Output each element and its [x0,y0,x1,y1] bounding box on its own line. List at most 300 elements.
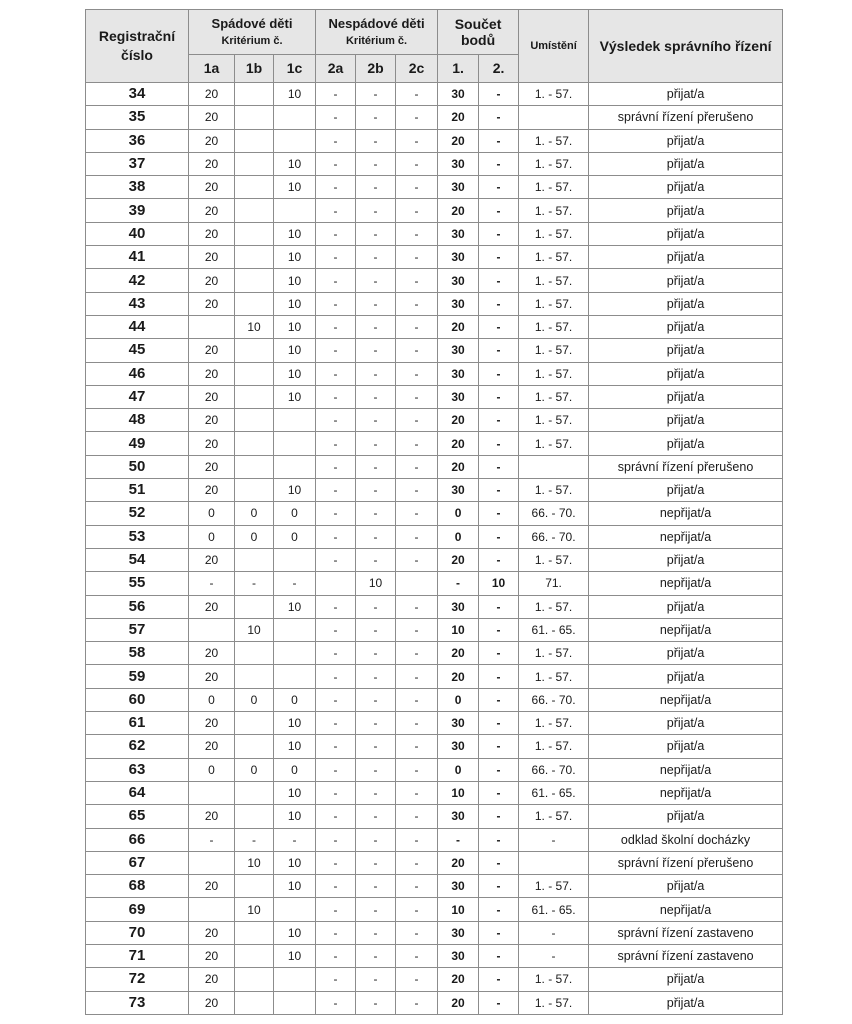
cell-vysledek: přijat/a [589,315,783,338]
table-row [86,828,783,851]
cell-kriterium-2c: - [396,246,438,269]
cell-kriterium-1c: 10 [274,944,316,967]
cell-registracni-cislo: 73 [86,991,189,1014]
cell-soucet-2: - [479,828,519,851]
cell-kriterium-2c: - [396,828,438,851]
cell-umisteni: 1. - 57. [519,409,589,432]
cell-umisteni: 61. - 65. [519,618,589,641]
table-row [86,781,783,804]
cell-kriterium-1b [235,642,274,665]
cell-kriterium-1c: 10 [274,805,316,828]
cell-kriterium-2b: - [356,898,396,921]
cell-kriterium-2b: - [356,362,396,385]
cell-soucet-1: 30 [438,712,479,735]
cell-kriterium-2a: - [316,828,356,851]
cell-kriterium-2a: - [316,339,356,362]
cell-soucet-2: - [479,735,519,758]
cell-kriterium-1a: 20 [189,642,235,665]
cell-kriterium-2b: - [356,642,396,665]
cell-kriterium-2b: - [356,851,396,874]
table-row [86,642,783,665]
cell-kriterium-1c: 10 [274,595,316,618]
cell-kriterium-1c: 10 [274,921,316,944]
cell-kriterium-2c: - [396,292,438,315]
header-registracni-cislo: Registrační číslo [86,10,189,83]
header-spadove-deti [189,10,316,55]
cell-soucet-2: - [479,618,519,641]
cell-kriterium-1b [235,595,274,618]
cell-kriterium-2b: - [356,712,396,735]
cell-soucet-1: 30 [438,362,479,385]
cell-registracni-cislo: 46 [86,362,189,385]
cell-kriterium-1a: 20 [189,455,235,478]
cell-kriterium-1b [235,199,274,222]
table-row [86,595,783,618]
cell-kriterium-1c [274,642,316,665]
cell-kriterium-2a: - [316,781,356,804]
cell-kriterium-1a: 0 [189,525,235,548]
cell-soucet-1: 10 [438,618,479,641]
cell-kriterium-2c: - [396,222,438,245]
cell-soucet-1: 30 [438,292,479,315]
cell-kriterium-1a: 20 [189,921,235,944]
cell-registracni-cislo: 58 [86,642,189,665]
cell-kriterium-2c: - [396,106,438,129]
cell-kriterium-2c: - [396,502,438,525]
cell-soucet-1: 10 [438,781,479,804]
cell-soucet-2: - [479,921,519,944]
cell-registracni-cislo: 41 [86,246,189,269]
cell-vysledek: přijat/a [589,292,783,315]
cell-soucet-1: 20 [438,548,479,571]
cell-soucet-1: 30 [438,246,479,269]
cell-kriterium-2a: - [316,292,356,315]
table-row [86,758,783,781]
cell-umisteni: 1. - 57. [519,548,589,571]
cell-umisteni: 66. - 70. [519,502,589,525]
cell-vysledek: přijat/a [589,735,783,758]
cell-kriterium-1b [235,944,274,967]
results-table-wrapper [85,9,782,1015]
cell-kriterium-2c: - [396,129,438,152]
cell-vysledek: přijat/a [589,409,783,432]
cell-kriterium-2b: - [356,805,396,828]
table-row [86,735,783,758]
cell-registracni-cislo: 48 [86,409,189,432]
cell-soucet-2: - [479,991,519,1014]
cell-registracni-cislo: 55 [86,572,189,595]
cell-umisteni: 1. - 57. [519,292,589,315]
cell-kriterium-2c: - [396,921,438,944]
cell-umisteni: 66. - 70. [519,758,589,781]
cell-registracni-cislo: 54 [86,548,189,571]
cell-kriterium-2a [316,572,356,595]
cell-kriterium-2c: - [396,875,438,898]
cell-umisteni: 1. - 57. [519,595,589,618]
cell-registracni-cislo: 68 [86,875,189,898]
cell-soucet-2: - [479,455,519,478]
cell-registracni-cislo: 63 [86,758,189,781]
cell-kriterium-1c: 10 [274,269,316,292]
cell-umisteni: 1. - 57. [519,385,589,408]
cell-kriterium-2a: - [316,898,356,921]
cell-kriterium-1a: 20 [189,269,235,292]
cell-kriterium-2a: - [316,735,356,758]
cell-soucet-1: 20 [438,851,479,874]
cell-soucet-2: - [479,152,519,175]
cell-soucet-2: - [479,292,519,315]
cell-kriterium-1b: 0 [235,688,274,711]
cell-kriterium-1c [274,106,316,129]
cell-kriterium-1c [274,898,316,921]
table-row [86,362,783,385]
header-nespadove-title: Nespádové děti [328,15,425,31]
cell-registracni-cislo: 70 [86,921,189,944]
cell-soucet-1: 30 [438,269,479,292]
cell-soucet-1: 0 [438,502,479,525]
table-row [86,548,783,571]
cell-kriterium-1b [235,781,274,804]
cell-kriterium-2c: - [396,781,438,804]
cell-kriterium-1b [235,106,274,129]
cell-kriterium-1c: 10 [274,339,316,362]
table-row [86,572,783,595]
cell-kriterium-1b [235,269,274,292]
cell-kriterium-2a: - [316,432,356,455]
cell-kriterium-2a: - [316,176,356,199]
cell-kriterium-1a: - [189,828,235,851]
cell-soucet-1: 30 [438,875,479,898]
cell-umisteni [519,455,589,478]
cell-vysledek: nepřijat/a [589,618,783,641]
cell-registracni-cislo: 34 [86,83,189,106]
table-row [86,944,783,967]
cell-soucet-2: - [479,362,519,385]
cell-umisteni: 1. - 57. [519,222,589,245]
cell-kriterium-2b: - [356,781,396,804]
cell-soucet-2: - [479,385,519,408]
cell-vysledek: přijat/a [589,479,783,502]
table-row [86,502,783,525]
cell-kriterium-1a [189,851,235,874]
cell-vysledek: správní řízení přerušeno [589,106,783,129]
table-row [86,176,783,199]
header-kriterium-2a: 2a [316,55,356,83]
cell-soucet-2: - [479,176,519,199]
cell-soucet-1: 0 [438,688,479,711]
cell-vysledek: přijat/a [589,83,783,106]
cell-soucet-1: 20 [438,409,479,432]
cell-soucet-2: - [479,339,519,362]
cell-kriterium-2a: - [316,805,356,828]
cell-kriterium-2a: - [316,758,356,781]
cell-kriterium-1c: 10 [274,315,316,338]
cell-kriterium-2b: - [356,479,396,502]
cell-soucet-1: 30 [438,805,479,828]
cell-vysledek: přijat/a [589,269,783,292]
cell-kriterium-1b [235,921,274,944]
table-row [86,968,783,991]
cell-kriterium-2c: - [396,712,438,735]
cell-vysledek: přijat/a [589,595,783,618]
cell-kriterium-2b: - [356,968,396,991]
cell-kriterium-2a: - [316,222,356,245]
cell-soucet-1: 20 [438,455,479,478]
cell-kriterium-2b: - [356,409,396,432]
cell-umisteni: - [519,944,589,967]
table-row [86,665,783,688]
cell-kriterium-2c: - [396,665,438,688]
cell-kriterium-1c: 0 [274,502,316,525]
cell-registracni-cislo: 44 [86,315,189,338]
cell-kriterium-2b: - [356,758,396,781]
cell-kriterium-1a: 20 [189,665,235,688]
cell-kriterium-1a: 20 [189,292,235,315]
cell-kriterium-1a: 20 [189,409,235,432]
cell-kriterium-2c: - [396,688,438,711]
cell-vysledek: přijat/a [589,432,783,455]
cell-soucet-1: 0 [438,525,479,548]
cell-kriterium-2b: - [356,432,396,455]
cell-kriterium-2c [396,572,438,595]
cell-kriterium-1c: 10 [274,152,316,175]
cell-vysledek: přijat/a [589,176,783,199]
cell-registracni-cislo: 38 [86,176,189,199]
cell-soucet-2: - [479,502,519,525]
cell-umisteni [519,851,589,874]
header-soucet-1: 1. [438,55,479,83]
cell-kriterium-2c: - [396,991,438,1014]
cell-soucet-1: 30 [438,176,479,199]
cell-kriterium-2a: - [316,315,356,338]
cell-kriterium-2a: - [316,199,356,222]
cell-soucet-1: 20 [438,968,479,991]
cell-vysledek: správní řízení zastaveno [589,944,783,967]
cell-kriterium-1b: 10 [235,851,274,874]
cell-kriterium-2a: - [316,129,356,152]
cell-soucet-1: 20 [438,432,479,455]
cell-soucet-2: - [479,758,519,781]
cell-kriterium-1b: 0 [235,525,274,548]
cell-kriterium-2b: - [356,502,396,525]
cell-registracni-cislo: 50 [86,455,189,478]
cell-umisteni: 1. - 57. [519,642,589,665]
table-row [86,479,783,502]
cell-kriterium-1a: 20 [189,735,235,758]
cell-kriterium-2c: - [396,432,438,455]
table-row [86,339,783,362]
cell-kriterium-1a [189,618,235,641]
cell-kriterium-1b [235,362,274,385]
cell-kriterium-1b [235,712,274,735]
table-row [86,875,783,898]
cell-soucet-1: 30 [438,595,479,618]
cell-kriterium-1c: 0 [274,688,316,711]
cell-vysledek: přijat/a [589,222,783,245]
cell-soucet-1: 20 [438,642,479,665]
table-body [86,83,783,1015]
table-header [86,10,783,83]
cell-kriterium-1a: 20 [189,595,235,618]
cell-kriterium-1a: 0 [189,758,235,781]
cell-registracni-cislo: 49 [86,432,189,455]
cell-soucet-2: - [479,199,519,222]
table-row [86,409,783,432]
cell-kriterium-1a: 20 [189,712,235,735]
table-row [86,246,783,269]
cell-kriterium-2b: - [356,828,396,851]
cell-kriterium-1c: 10 [274,712,316,735]
cell-kriterium-1b [235,176,274,199]
cell-kriterium-2b: - [356,129,396,152]
cell-kriterium-2a: - [316,479,356,502]
cell-kriterium-2c: - [396,805,438,828]
cell-kriterium-1c: 10 [274,735,316,758]
table-row [86,269,783,292]
cell-kriterium-1a: 20 [189,548,235,571]
cell-kriterium-2a: - [316,455,356,478]
cell-kriterium-1c [274,129,316,152]
cell-soucet-2: 10 [479,572,519,595]
cell-soucet-2: - [479,432,519,455]
cell-registracni-cislo: 62 [86,735,189,758]
header-umisteni: Umístění [519,10,589,83]
cell-kriterium-2a: - [316,385,356,408]
cell-kriterium-1a: 20 [189,339,235,362]
table-row [86,315,783,338]
cell-vysledek: přijat/a [589,129,783,152]
cell-umisteni: 1. - 57. [519,199,589,222]
cell-kriterium-1a: 20 [189,222,235,245]
cell-kriterium-2c: - [396,758,438,781]
cell-soucet-2: - [479,875,519,898]
cell-kriterium-1c: 0 [274,525,316,548]
cell-umisteni: 1. - 57. [519,269,589,292]
cell-kriterium-1c [274,665,316,688]
cell-kriterium-2c: - [396,851,438,874]
cell-soucet-1: 30 [438,152,479,175]
cell-kriterium-1c: 10 [274,385,316,408]
cell-kriterium-2b: - [356,875,396,898]
cell-umisteni: 1. - 57. [519,712,589,735]
cell-soucet-2: - [479,781,519,804]
cell-vysledek: nepřijat/a [589,898,783,921]
cell-umisteni: 1. - 57. [519,805,589,828]
cell-kriterium-2b: - [356,292,396,315]
cell-umisteni: 1. - 57. [519,246,589,269]
cell-soucet-2: - [479,315,519,338]
cell-soucet-1: 30 [438,385,479,408]
cell-kriterium-2a: - [316,665,356,688]
cell-registracni-cislo: 59 [86,665,189,688]
table-row [86,292,783,315]
cell-soucet-1: 30 [438,735,479,758]
cell-soucet-2: - [479,409,519,432]
cell-kriterium-1c: 10 [274,222,316,245]
cell-vysledek: přijat/a [589,968,783,991]
cell-kriterium-2b: - [356,595,396,618]
table-row [86,385,783,408]
cell-umisteni: 1. - 57. [519,968,589,991]
cell-registracni-cislo: 67 [86,851,189,874]
cell-vysledek: nepřijat/a [589,688,783,711]
cell-kriterium-1b [235,385,274,408]
cell-kriterium-2a: - [316,83,356,106]
cell-kriterium-2b: - [356,525,396,548]
cell-kriterium-2c: - [396,735,438,758]
table-row [86,129,783,152]
cell-kriterium-1b: 10 [235,618,274,641]
cell-soucet-1: 20 [438,315,479,338]
cell-kriterium-2b: - [356,618,396,641]
header-kriterium-1c: 1c [274,55,316,83]
cell-kriterium-1a: 20 [189,106,235,129]
cell-registracni-cislo: 47 [86,385,189,408]
cell-kriterium-1a: 20 [189,246,235,269]
cell-kriterium-1c: 10 [274,176,316,199]
cell-kriterium-2b: - [356,548,396,571]
cell-umisteni: 1. - 57. [519,991,589,1014]
cell-registracni-cislo: 66 [86,828,189,851]
cell-kriterium-2c: - [396,385,438,408]
header-nespadove-deti [316,10,438,55]
cell-kriterium-2b: - [356,246,396,269]
cell-soucet-1: 10 [438,898,479,921]
cell-kriterium-2a: - [316,944,356,967]
cell-kriterium-1a: 20 [189,944,235,967]
cell-kriterium-2a: - [316,525,356,548]
cell-vysledek: přijat/a [589,385,783,408]
cell-vysledek: přijat/a [589,362,783,385]
cell-kriterium-2b: - [356,991,396,1014]
cell-umisteni: 66. - 70. [519,525,589,548]
cell-soucet-2: - [479,642,519,665]
cell-kriterium-1c: - [274,828,316,851]
cell-kriterium-2b: - [356,176,396,199]
cell-kriterium-2c: - [396,83,438,106]
header-kriterium-2c: 2c [396,55,438,83]
cell-umisteni: 1. - 57. [519,315,589,338]
cell-vysledek: přijat/a [589,991,783,1014]
cell-kriterium-1b: 10 [235,898,274,921]
cell-kriterium-1b [235,455,274,478]
cell-registracni-cislo: 52 [86,502,189,525]
cell-umisteni: 1. - 57. [519,665,589,688]
cell-kriterium-1a: 20 [189,432,235,455]
cell-kriterium-1c [274,455,316,478]
cell-kriterium-2a: - [316,688,356,711]
cell-umisteni: 61. - 65. [519,781,589,804]
cell-kriterium-1a: 20 [189,199,235,222]
cell-kriterium-1b [235,152,274,175]
cell-kriterium-2c: - [396,595,438,618]
cell-umisteni: 1. - 57. [519,362,589,385]
cell-kriterium-1a: 20 [189,362,235,385]
cell-umisteni: - [519,921,589,944]
cell-kriterium-1b [235,805,274,828]
cell-registracni-cislo: 57 [86,618,189,641]
cell-kriterium-2c: - [396,339,438,362]
cell-soucet-2: - [479,805,519,828]
header-spadove-title: Spádové děti [211,15,293,31]
cell-kriterium-2b: - [356,455,396,478]
cell-registracni-cislo: 51 [86,479,189,502]
cell-vysledek: přijat/a [589,548,783,571]
table-row [86,805,783,828]
cell-soucet-1: 20 [438,106,479,129]
cell-kriterium-2b: - [356,199,396,222]
table-row [86,991,783,1014]
